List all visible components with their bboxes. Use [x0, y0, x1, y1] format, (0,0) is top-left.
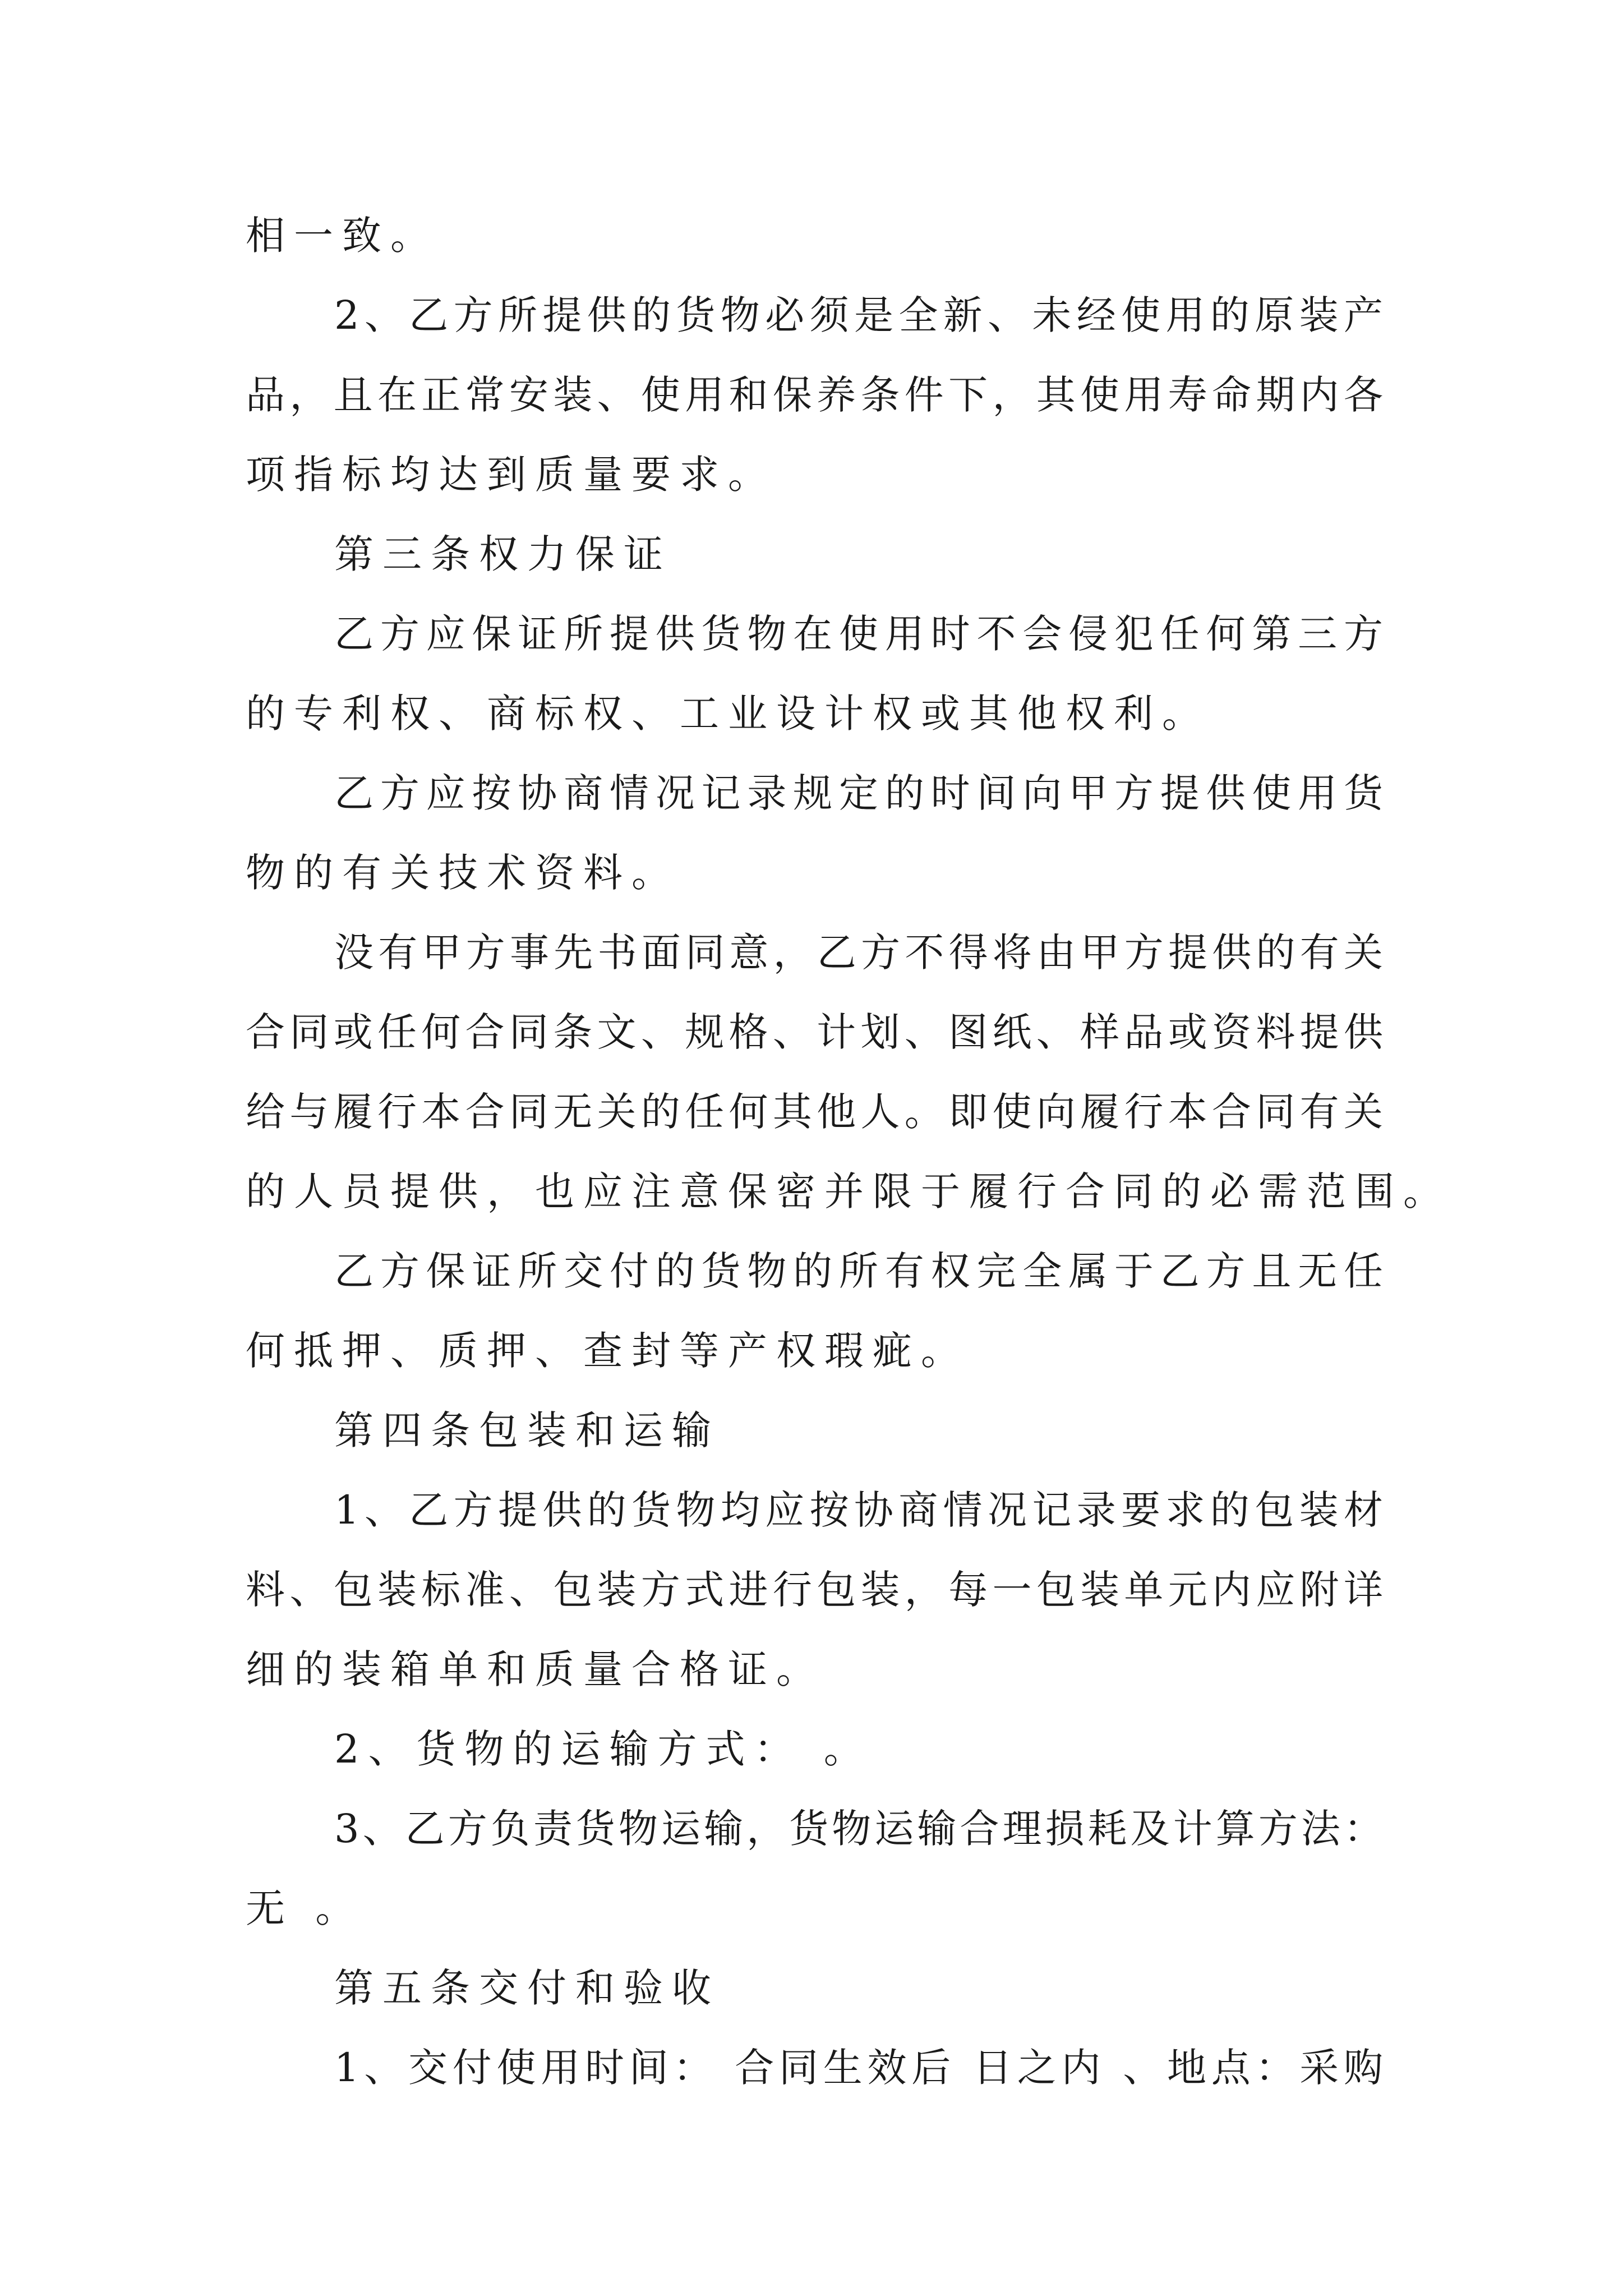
text-line: 没有甲方事先书面同意，乙方不得将由甲方提供的有关 — [334, 930, 1383, 976]
text-line: 2、乙方所提供的货物必须是全新、未经使用的原装产 — [334, 292, 1383, 338]
text-line: 合同或任何合同条文、规格、计划、图纸、样品或资料提供 — [246, 1009, 1383, 1055]
section-heading: 第五条交付和验收 — [334, 1965, 720, 2011]
text-line: 1、乙方提供的货物均应按协商情况记录要求的包装材 — [334, 1487, 1383, 1533]
text-line: 的专利权、商标权、工业设计权或其他权利。 — [246, 691, 1210, 737]
text-line: 2、货物的运输方式： 。 — [334, 1726, 872, 1772]
text-line: 相一致。 — [246, 213, 439, 259]
text-line: 1、交付使用时间： 合同生效后 日之内 、地点：采购 — [334, 2045, 1383, 2091]
text-line: 物的有关技术资料。 — [246, 850, 680, 896]
text-line: 何抵押、质押、查封等产权瑕疵。 — [246, 1328, 969, 1374]
text-line: 无 。 — [246, 1885, 364, 1931]
text-line: 料、包装标准、包装方式进行包装，每一包装单元内应附详 — [246, 1567, 1383, 1613]
text-line: 项指标均达到质量要求。 — [246, 452, 776, 498]
text-line: 乙方应保证所提供货物在使用时不会侵犯任何第三方 — [334, 611, 1383, 657]
text-line: 乙方保证所交付的货物的所有权完全属于乙方且无任 — [334, 1248, 1383, 1294]
section-heading: 第三条权力保证 — [334, 531, 672, 577]
text-line: 品，且在正常安装、使用和保养条件下，其使用寿命期内各 — [246, 372, 1383, 418]
text-line: 的人员提供，也应注意保密并限于履行合同的必需范围。 — [246, 1168, 1451, 1214]
text-line: 给与履行本合同无关的任何其他人。即使向履行本合同有关 — [246, 1089, 1383, 1135]
text-line: 乙方应按协商情况记录规定的时间向甲方提供使用货 — [334, 770, 1383, 816]
text-line: 3、乙方负责货物运输，货物运输合理损耗及计算方法： — [334, 1806, 1383, 1852]
text-line: 细的装箱单和质量合格证。 — [246, 1646, 824, 1692]
section-heading: 第四条包装和运输 — [334, 1407, 720, 1453]
